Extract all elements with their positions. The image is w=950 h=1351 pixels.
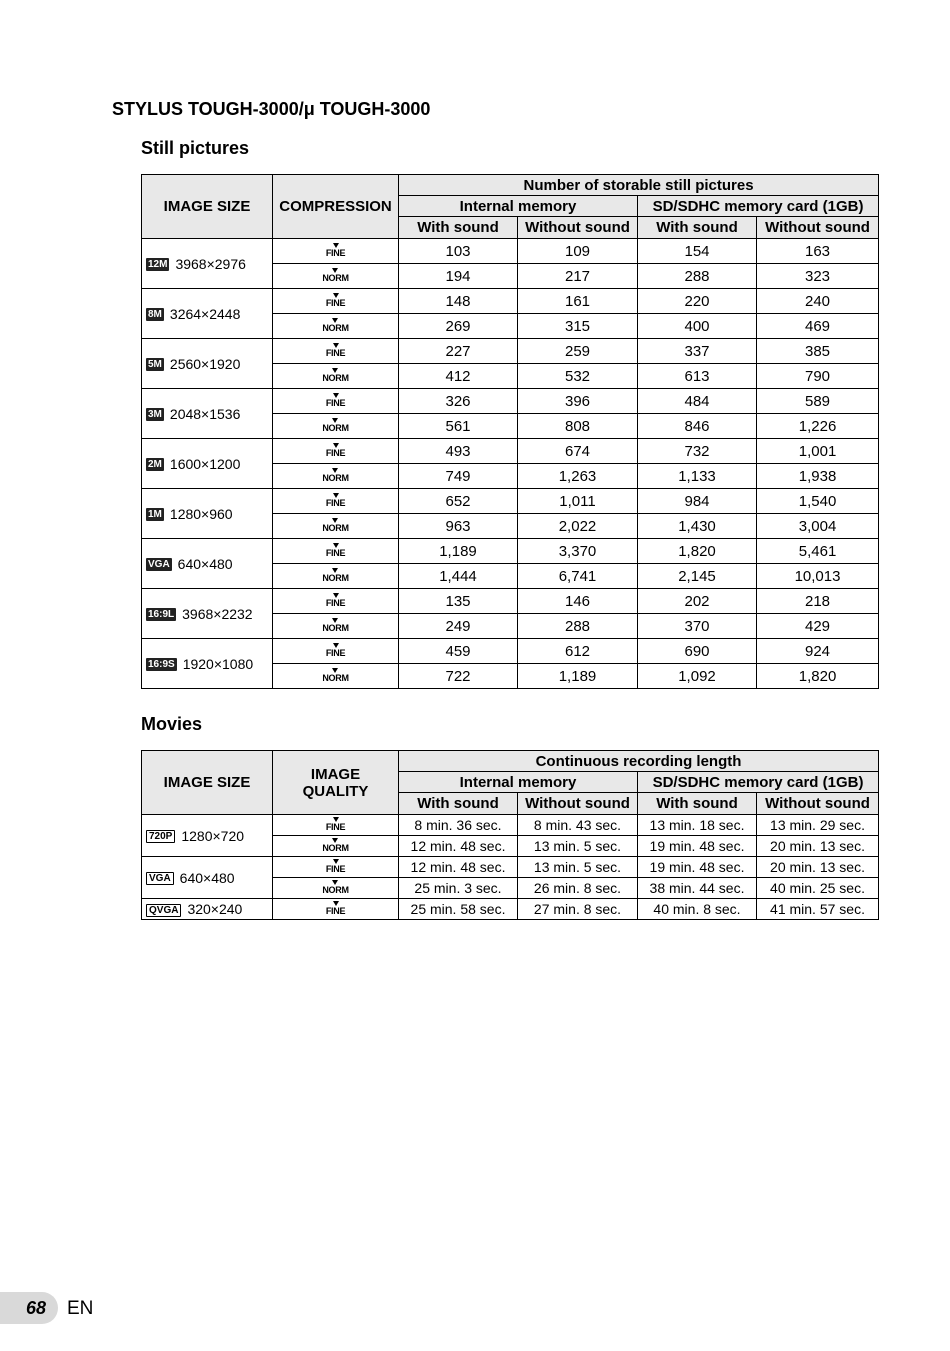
pictures-value-cell: 240 — [757, 289, 879, 314]
table-row — [142, 539, 879, 564]
image-size-label: 1600×1200 — [169, 455, 241, 472]
still-pictures-title: Still pictures — [141, 138, 250, 158]
image-size-cell — [142, 589, 273, 639]
pictures-value-cell: 1,226 — [757, 414, 879, 439]
pictures-value-cell: 1,133 — [638, 464, 757, 489]
recording-value-cell: 12 min. 48 sec. — [399, 857, 518, 878]
normal-quality-icon: NORM — [322, 620, 348, 633]
image-size-icon: VGA — [146, 872, 174, 885]
table-row — [142, 815, 879, 836]
pictures-value-cell: 749 — [399, 464, 518, 489]
table-row — [142, 239, 879, 264]
fine-quality-icon: FINE — [326, 645, 345, 658]
pictures-value-cell: 6,741 — [518, 564, 638, 589]
recording-value-cell: 8 min. 36 sec. — [399, 815, 518, 836]
quality-cell — [273, 364, 399, 389]
normal-quality-icon: NORM — [322, 570, 348, 583]
pictures-value-cell: 259 — [518, 339, 638, 364]
pictures-value-cell: 846 — [638, 414, 757, 439]
image-size-icon: 5M — [148, 359, 162, 371]
pictures-value-cell: 1,092 — [638, 664, 757, 689]
recording-value-cell: 41 min. 57 sec. — [757, 899, 879, 920]
pictures-value-cell: 1,001 — [757, 439, 879, 464]
table-row — [142, 639, 879, 664]
quality-cell — [273, 439, 399, 464]
recording-value-cell: 20 min. 13 sec. — [757, 836, 879, 857]
header-internal-without-sound: Without sound — [518, 793, 638, 815]
pictures-value-cell: 652 — [399, 489, 518, 514]
recording-value-cell: 26 min. 8 sec. — [518, 878, 638, 899]
image-size-cell — [142, 389, 273, 439]
recording-value-cell: 38 min. 44 sec. — [638, 878, 757, 899]
pictures-value-cell: 722 — [399, 664, 518, 689]
header-image-size: IMAGE SIZE — [142, 175, 273, 239]
pictures-value-cell: 1,444 — [399, 564, 518, 589]
image-size-cell — [142, 857, 273, 899]
pictures-value-cell: 732 — [638, 439, 757, 464]
pictures-value-cell: 288 — [518, 614, 638, 639]
recording-value-cell: 12 min. 48 sec. — [399, 836, 518, 857]
quality-cell — [273, 414, 399, 439]
normal-quality-icon: NORM — [322, 840, 348, 853]
header-internal-without-sound: Without sound — [518, 217, 638, 239]
pictures-value-cell: 963 — [399, 514, 518, 539]
normal-quality-icon: NORM — [322, 670, 348, 683]
quality-cell — [273, 614, 399, 639]
pictures-value-cell: 493 — [399, 439, 518, 464]
pictures-value-cell: 217 — [518, 264, 638, 289]
pictures-value-cell: 326 — [399, 389, 518, 414]
image-size-label: 320×240 — [187, 901, 243, 917]
pictures-value-cell: 163 — [757, 239, 879, 264]
recording-value-cell: 13 min. 18 sec. — [638, 815, 757, 836]
pictures-value-cell: 103 — [399, 239, 518, 264]
table-row — [142, 439, 879, 464]
fine-quality-icon: FINE — [326, 395, 345, 408]
quality-cell — [273, 878, 399, 899]
pictures-value-cell: 218 — [757, 589, 879, 614]
table-row — [142, 589, 879, 614]
image-size-label: 1920×1080 — [182, 655, 254, 672]
pictures-value-cell: 227 — [399, 339, 518, 364]
pictures-value-cell: 459 — [399, 639, 518, 664]
model-title: STYLUS TOUGH-3000/μ TOUGH-3000 — [112, 99, 431, 119]
pictures-value-cell: 790 — [757, 364, 879, 389]
pictures-value-cell: 1,820 — [757, 664, 879, 689]
pictures-value-cell: 269 — [399, 314, 518, 339]
fine-quality-icon: FINE — [326, 819, 345, 832]
pictures-value-cell: 202 — [638, 589, 757, 614]
pictures-value-cell: 10,013 — [757, 564, 879, 589]
header-memory-card: SD/SDHC memory card (1GB) — [638, 772, 879, 793]
pictures-value-cell: 412 — [399, 364, 518, 389]
normal-quality-icon: NORM — [322, 420, 348, 433]
recording-value-cell: 27 min. 8 sec. — [518, 899, 638, 920]
pictures-value-cell: 613 — [638, 364, 757, 389]
table-row — [142, 899, 879, 920]
header-card-without-sound: Without sound — [757, 793, 879, 815]
recording-value-cell: 13 min. 5 sec. — [518, 857, 638, 878]
fine-quality-icon: FINE — [326, 345, 345, 358]
header-internal-with-sound: With sound — [399, 217, 518, 239]
pictures-value-cell: 220 — [638, 289, 757, 314]
pictures-value-cell: 315 — [518, 314, 638, 339]
pictures-value-cell: 1,430 — [638, 514, 757, 539]
pictures-value-cell: 194 — [399, 264, 518, 289]
pictures-value-cell: 1,820 — [638, 539, 757, 564]
image-size-cell — [142, 639, 273, 689]
recording-value-cell: 19 min. 48 sec. — [638, 836, 757, 857]
pictures-value-cell: 589 — [757, 389, 879, 414]
recording-value-cell: 13 min. 29 sec. — [757, 815, 879, 836]
recording-value-cell: 20 min. 13 sec. — [757, 857, 879, 878]
pictures-value-cell: 1,189 — [518, 664, 638, 689]
table-row — [142, 489, 879, 514]
header-memory-card: SD/SDHC memory card (1GB) — [638, 196, 879, 217]
pictures-value-cell: 1,263 — [518, 464, 638, 489]
pictures-value-cell: 161 — [518, 289, 638, 314]
recording-value-cell: 25 min. 58 sec. — [399, 899, 518, 920]
recording-value-cell: 8 min. 43 sec. — [518, 815, 638, 836]
page-number: 68 — [26, 1298, 47, 1318]
pictures-value-cell: 984 — [638, 489, 757, 514]
image-size-cell — [142, 339, 273, 389]
image-size-icon: QVGA — [146, 904, 181, 917]
image-size-cell — [142, 239, 273, 289]
pictures-value-cell: 924 — [757, 639, 879, 664]
pictures-value-cell: 154 — [638, 239, 757, 264]
header-internal-memory: Internal memory — [399, 196, 638, 217]
header-card-with-sound: With sound — [638, 217, 757, 239]
quality-cell — [273, 639, 399, 664]
image-size-icon: 12M — [148, 259, 168, 271]
table-row — [142, 857, 879, 878]
quality-cell — [273, 899, 399, 920]
image-size-cell — [142, 815, 273, 857]
quality-cell — [273, 389, 399, 414]
normal-quality-icon: NORM — [322, 882, 348, 895]
fine-quality-icon: FINE — [326, 445, 345, 458]
header-card-without-sound: Without sound — [757, 217, 879, 239]
quality-cell — [273, 489, 399, 514]
image-size-label: 3968×2232 — [182, 605, 253, 622]
header-compression: COMPRESSION — [273, 175, 399, 239]
image-size-label: 3264×2448 — [169, 305, 241, 322]
movies-title: Movies — [141, 714, 203, 734]
image-size-icon: 8M — [148, 309, 162, 321]
header-recording-length: Continuous recording length — [399, 751, 879, 772]
pictures-value-cell: 532 — [518, 364, 638, 389]
image-size-cell — [142, 539, 273, 589]
pictures-value-cell: 1,189 — [399, 539, 518, 564]
image-size-cell — [142, 289, 273, 339]
quality-cell — [273, 289, 399, 314]
pictures-value-cell: 5,461 — [757, 539, 879, 564]
header-internal-memory: Internal memory — [399, 772, 638, 793]
pictures-value-cell: 690 — [638, 639, 757, 664]
pictures-value-cell: 396 — [518, 389, 638, 414]
table-row — [142, 339, 879, 364]
table-row — [142, 389, 879, 414]
recording-value-cell: 19 min. 48 sec. — [638, 857, 757, 878]
page-language: EN — [67, 1298, 94, 1319]
normal-quality-icon: NORM — [322, 270, 348, 283]
pictures-value-cell: 3,004 — [757, 514, 879, 539]
image-size-icon: 1M — [148, 509, 162, 521]
pictures-value-cell: 1,011 — [518, 489, 638, 514]
pictures-value-cell: 337 — [638, 339, 757, 364]
image-size-icon: 720P — [146, 830, 175, 843]
table-row — [142, 289, 879, 314]
fine-quality-icon: FINE — [326, 245, 345, 258]
header-image-size: IMAGE SIZE — [142, 751, 273, 815]
normal-quality-icon: NORM — [322, 520, 348, 533]
pictures-value-cell: 469 — [757, 314, 879, 339]
image-size-icon: 2M — [148, 459, 162, 471]
image-size-label: 3968×2976 — [175, 255, 246, 272]
pictures-value-cell: 2,022 — [518, 514, 638, 539]
pictures-value-cell: 370 — [638, 614, 757, 639]
pictures-value-cell: 674 — [518, 439, 638, 464]
pictures-value-cell: 808 — [518, 414, 638, 439]
quality-cell — [273, 564, 399, 589]
quality-cell — [273, 239, 399, 264]
pictures-value-cell: 146 — [518, 589, 638, 614]
still-pictures-table — [141, 174, 879, 689]
image-size-cell — [142, 489, 273, 539]
normal-quality-icon: NORM — [322, 320, 348, 333]
pictures-value-cell: 109 — [518, 239, 638, 264]
image-size-label: 640×480 — [179, 869, 235, 886]
normal-quality-icon: NORM — [322, 470, 348, 483]
header-storable-pictures: Number of storable still pictures — [399, 175, 879, 196]
image-size-icon: 16:9S — [148, 659, 175, 671]
header-card-with-sound: With sound — [638, 793, 757, 815]
image-size-label: 1280×720 — [181, 827, 245, 844]
pictures-value-cell: 1,540 — [757, 489, 879, 514]
fine-quality-icon: FINE — [326, 861, 345, 874]
quality-cell — [273, 539, 399, 564]
recording-value-cell: 40 min. 25 sec. — [757, 878, 879, 899]
image-size-cell — [142, 439, 273, 489]
quality-cell — [273, 836, 399, 857]
pictures-value-cell: 249 — [399, 614, 518, 639]
fine-quality-icon: FINE — [326, 903, 345, 916]
image-size-icon: 16:9L — [148, 609, 175, 621]
normal-quality-icon: NORM — [322, 370, 348, 383]
pictures-value-cell: 612 — [518, 639, 638, 664]
pictures-value-cell: 484 — [638, 389, 757, 414]
recording-value-cell: 40 min. 8 sec. — [638, 899, 757, 920]
image-size-icon: 3M — [148, 409, 162, 421]
quality-cell — [273, 264, 399, 289]
quality-cell — [273, 314, 399, 339]
pictures-value-cell: 400 — [638, 314, 757, 339]
image-size-icon: VGA — [148, 559, 170, 571]
header-image-quality: IMAGE QUALITY — [273, 751, 399, 815]
pictures-value-cell: 429 — [757, 614, 879, 639]
image-size-label: 2560×1920 — [169, 355, 241, 372]
fine-quality-icon: FINE — [326, 595, 345, 608]
header-internal-with-sound: With sound — [399, 793, 518, 815]
quality-cell — [273, 815, 399, 836]
pictures-value-cell: 148 — [399, 289, 518, 314]
pictures-value-cell: 561 — [399, 414, 518, 439]
image-size-label: 1280×960 — [169, 505, 233, 522]
quality-cell — [273, 664, 399, 689]
pictures-value-cell: 385 — [757, 339, 879, 364]
fine-quality-icon: FINE — [326, 545, 345, 558]
quality-cell — [273, 589, 399, 614]
fine-quality-icon: FINE — [326, 495, 345, 508]
quality-cell — [273, 514, 399, 539]
pictures-value-cell: 3,370 — [518, 539, 638, 564]
pictures-value-cell: 135 — [399, 589, 518, 614]
pictures-value-cell: 288 — [638, 264, 757, 289]
image-size-cell — [142, 899, 273, 920]
quality-cell — [273, 339, 399, 364]
quality-cell — [273, 857, 399, 878]
pictures-value-cell: 1,938 — [757, 464, 879, 489]
image-size-label: 640×480 — [177, 555, 233, 572]
image-size-label: 2048×1536 — [169, 405, 241, 422]
pictures-value-cell: 2,145 — [638, 564, 757, 589]
pictures-value-cell: 323 — [757, 264, 879, 289]
quality-cell — [273, 464, 399, 489]
recording-value-cell: 25 min. 3 sec. — [399, 878, 518, 899]
movies-table — [141, 750, 879, 920]
fine-quality-icon: FINE — [326, 295, 345, 308]
recording-value-cell: 13 min. 5 sec. — [518, 836, 638, 857]
